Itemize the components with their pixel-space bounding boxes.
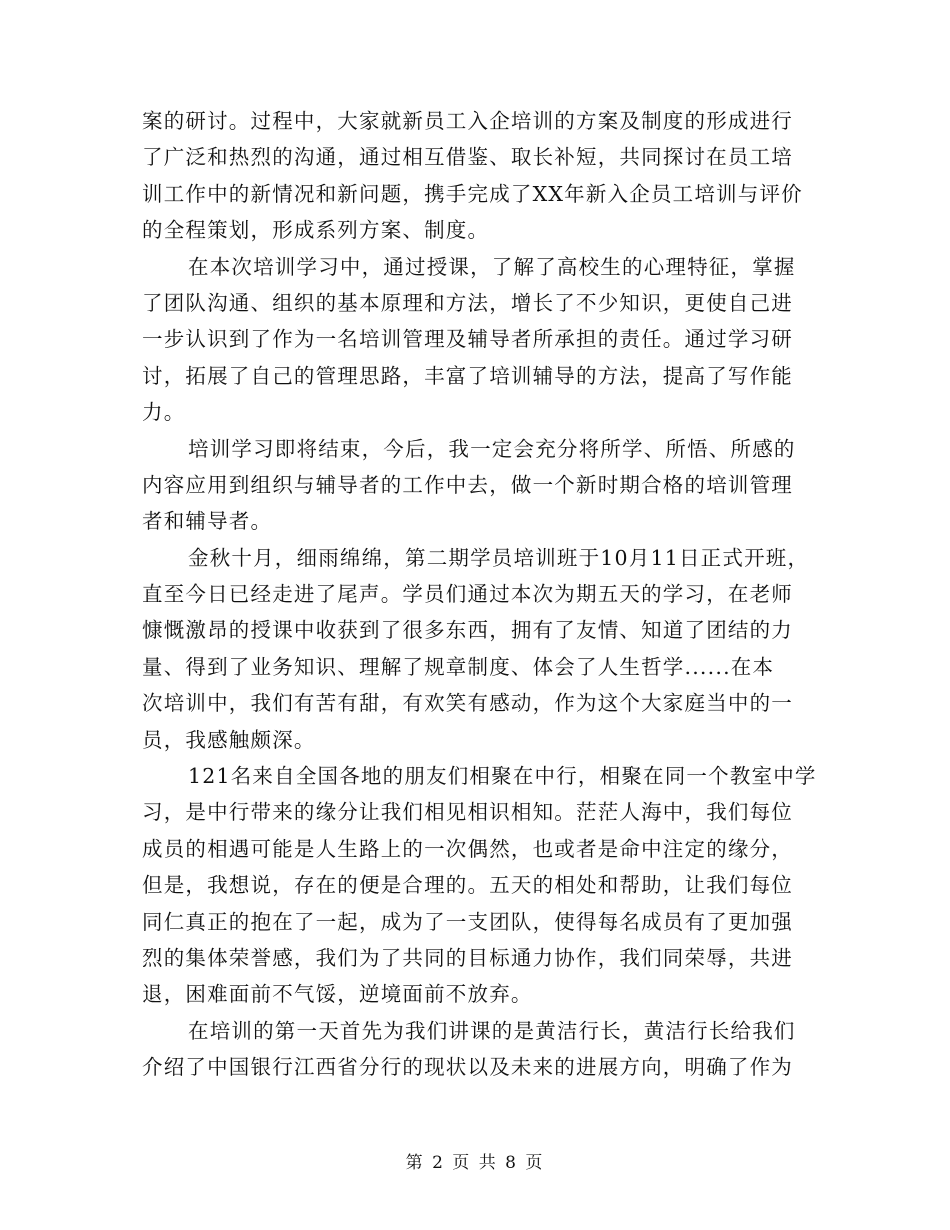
paragraph-line: 121名来自全国各地的朋友们相聚在中行，相聚在同一个教室中学 <box>188 764 817 789</box>
page-footer: 第 2 页 共 8 页 <box>405 1153 545 1173</box>
paragraph-line: 力。 <box>142 400 186 425</box>
paragraph-line: 了团队沟通、组织的基本原理和方法，增长了不少知识，更使自己进 <box>142 290 793 315</box>
paragraph-line: 在本次培训学习中，通过授课，了解了高校生的心理特征，掌握 <box>188 254 796 279</box>
paragraph-line: 次培训中，我们有苦有甜，有欢笑有感动，作为这个大家庭当中的一 <box>142 691 793 716</box>
paragraph-line: 在培训的第一天首先为我们讲课的是黄洁行长，黄洁行长给我们 <box>188 1018 796 1043</box>
paragraph-line: 金秋十月，细雨绵绵，第二期学员培训班于10月11日正式开班， <box>188 545 810 570</box>
paragraph-line: 慷慨激昂的授课中收获到了很多东西，拥有了友情、知道了团结的力 <box>142 618 793 643</box>
paragraph <box>142 431 808 540</box>
paragraph-line: 的全程策划，形成系列方案、制度。 <box>142 218 490 243</box>
paragraph-line: 退，困难面前不气馁，逆境面前不放弃。 <box>142 982 533 1007</box>
paragraph-line: 了广泛和热烈的沟通，通过相互借鉴、取长补短，共同探讨在员工培 <box>142 145 793 170</box>
paragraph-line: 内容应用到组织与辅导者的工作中去，做一个新时期合格的培训管理 <box>142 472 793 497</box>
paragraph-line: 讨，拓展了自己的管理思路，丰富了培训辅导的方法，提高了写作能 <box>142 363 793 388</box>
paragraph-line: 者和辅导者。 <box>142 509 273 534</box>
paragraph-line: 成员的相遇可能是人生路上的一次偶然，也或者是命中注定的缘分， <box>142 836 793 861</box>
body-text <box>142 103 817 1086</box>
paragraph-line: 一步认识到了作为一名培训管理及辅导者所承担的责任。通过学习研 <box>142 327 793 352</box>
paragraph-line: 直至今日已经走进了尾声。学员们通过本次为期五天的学习，在老师 <box>142 582 793 607</box>
paragraph-line: 介绍了中国银行江西省分行的现状以及未来的进展方向，明确了作为 <box>142 1055 793 1080</box>
paragraph <box>142 103 808 249</box>
paragraph-line: 烈的集体荣誉感，我们为了共同的目标通力协作，我们同荣辱，共进 <box>142 945 793 970</box>
paragraph-line: 训工作中的新情况和新问题，携手完成了XX年新入企员工培训与评价 <box>142 181 803 206</box>
paragraph-line: 但是，我想说，存在的便是合理的。五天的相处和帮助，让我们每位 <box>142 873 793 898</box>
paragraph <box>142 1013 808 1086</box>
paragraph-line: 习，是中行带来的缘分让我们相见相识相知。茫茫人海中，我们每位 <box>142 800 793 825</box>
paragraph-line: 培训学习即将结束，今后，我一定会充分将所学、所悟、所感的 <box>188 436 796 461</box>
paragraph-line: 案的研讨。过程中，大家就新员工入企培训的方案及制度的形成进行 <box>142 109 793 133</box>
paragraph-line: 量、得到了业务知识、理解了规章制度、体会了人生哲学......在本 <box>142 654 775 679</box>
paragraph <box>142 249 808 431</box>
paragraph-line: 员，我感触颇深。 <box>142 727 316 752</box>
paragraph <box>142 758 817 1013</box>
paragraph-line: 同仁真正的抱在了一起，成为了一支团队，使得每名成员有了更加强 <box>142 909 793 934</box>
paragraph <box>142 540 808 758</box>
